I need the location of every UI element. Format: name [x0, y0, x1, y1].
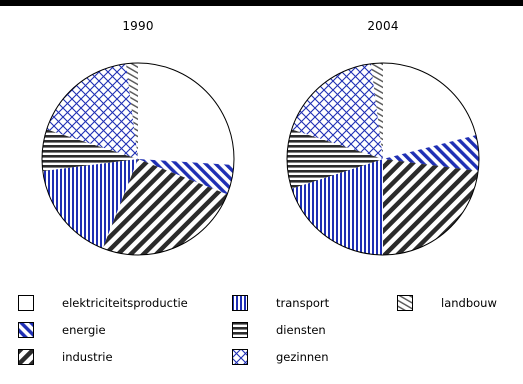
legend-swatch-energie — [18, 322, 34, 338]
legend-label-landbouw: landbouw — [441, 296, 497, 310]
pie-slice-1990-elektriciteitsproductie — [138, 63, 234, 165]
legend-swatch-gezinnen — [232, 349, 248, 365]
pie-slice-2004-industrie — [383, 159, 478, 255]
legend-swatch-landbouw — [397, 295, 413, 311]
legend-label-energie: energie — [62, 323, 106, 337]
legend-label-industrie: industrie — [62, 350, 113, 364]
pie-title-2004: 2004 — [367, 19, 399, 33]
legend-label-diensten: diensten — [276, 323, 326, 337]
legend-label-gezinnen: gezinnen — [276, 350, 329, 364]
legend-label-transport: transport — [276, 296, 330, 310]
legend-swatch-diensten — [232, 322, 248, 338]
legend-swatch-transport — [232, 295, 248, 311]
legend-swatch-elektriciteitsproductie — [18, 295, 34, 311]
pie-title-1990: 1990 — [122, 19, 154, 33]
legend-swatch-industrie — [18, 349, 34, 365]
legend-label-elektriciteitsproductie: elektriciteitsproductie — [62, 296, 188, 310]
